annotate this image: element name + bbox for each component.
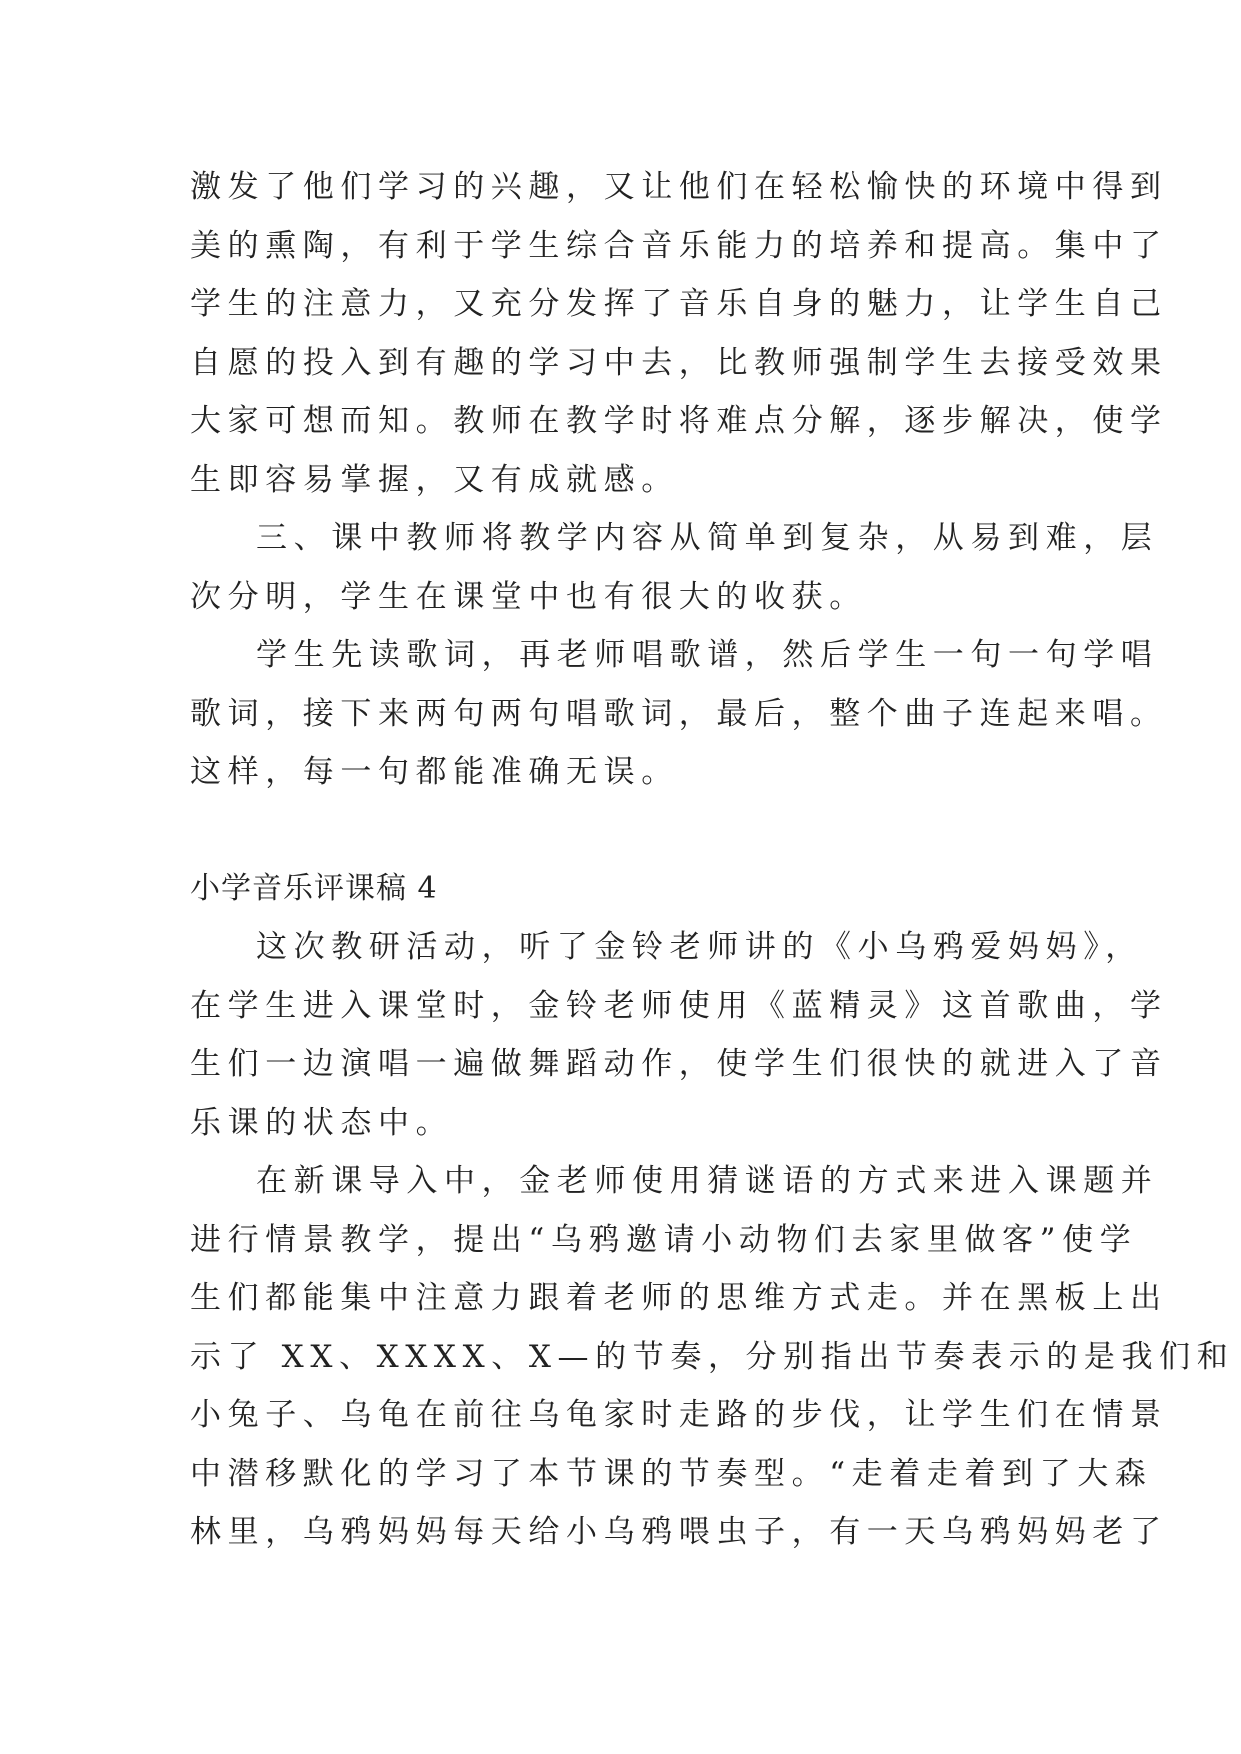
- text-line: 乐课的状态中。: [190, 1104, 454, 1141]
- text-line: 次分明，学生在课堂中也有很大的收获。: [190, 578, 867, 615]
- text-line: 进行情景教学，提出“乌鸦邀请小动物们去家里做客”使学: [190, 1221, 1138, 1258]
- section-heading: 小学音乐评课稿 4: [190, 870, 438, 906]
- text-line: 林里，乌鸦妈妈每天给小乌鸦喂虫子，有一天乌鸦妈妈老了: [190, 1514, 1168, 1550]
- text-line: 在新课导入中，金老师使用猜谜语的方式来进入课题并: [256, 1163, 1159, 1199]
- text-line: 美的熏陶，有利于学生综合音乐能力的培养和提高。集中了: [190, 227, 1168, 264]
- document-page: [190, 158, 1235, 1562]
- text-line: 生们一边演唱一遍做舞蹈动作，使学生们很快的就进入了音: [190, 1046, 1168, 1082]
- text-line: 生们都能集中注意力跟着老师的思维方式走。并在黑板上出: [190, 1280, 1168, 1316]
- text-line: 自愿的投入到有趣的学习中去，比教师强制学生去接受效果: [190, 344, 1168, 381]
- paragraph: [190, 1152, 1235, 1562]
- text-line: 生即容易掌握，又有成就感。: [190, 461, 679, 498]
- paragraph: [190, 158, 1168, 509]
- paragraph: [190, 626, 1168, 802]
- text-line: 三、课中教师将教学内容从简单到复杂，从易到难，层: [256, 520, 1159, 556]
- text-line: 示了 XX、XXXX、X—的节奏，分别指出节奏表示的是我们和: [190, 1338, 1235, 1375]
- text-line: 这次教研活动，听了金铃老师讲的《小乌鸦爱妈妈》，: [256, 929, 1143, 965]
- text-line: 中潜移默化的学习了本节课的节奏型。“走着走着到了大森: [190, 1455, 1153, 1492]
- text-line: 激发了他们学习的兴趣，又让他们在轻松愉快的环境中得到: [190, 169, 1168, 205]
- text-line: 小兔子、乌龟在前往乌龟家时走路的步伐，让学生们在情景: [190, 1397, 1168, 1433]
- text-line: 歌词，接下来两句两句唱歌词，最后，整个曲子连起来唱。: [190, 695, 1168, 732]
- text-line: 在学生进入课堂时，金铃老师使用《蓝精灵》这首歌曲，学: [190, 987, 1168, 1024]
- section-spacer: [190, 802, 1050, 860]
- paragraph: [190, 509, 1159, 626]
- paragraph: [190, 918, 1168, 1152]
- text-line: 这样，每一句都能准确无误。: [190, 754, 679, 790]
- text-line: 学生的注意力，又充分发挥了音乐自身的魅力，让学生自己: [190, 286, 1168, 322]
- text-line: 大家可想而知。教师在教学时将难点分解，逐步解决，使学: [190, 403, 1168, 439]
- text-line: 学生先读歌词，再老师唱歌谱，然后学生一句一句学唱: [256, 637, 1159, 673]
